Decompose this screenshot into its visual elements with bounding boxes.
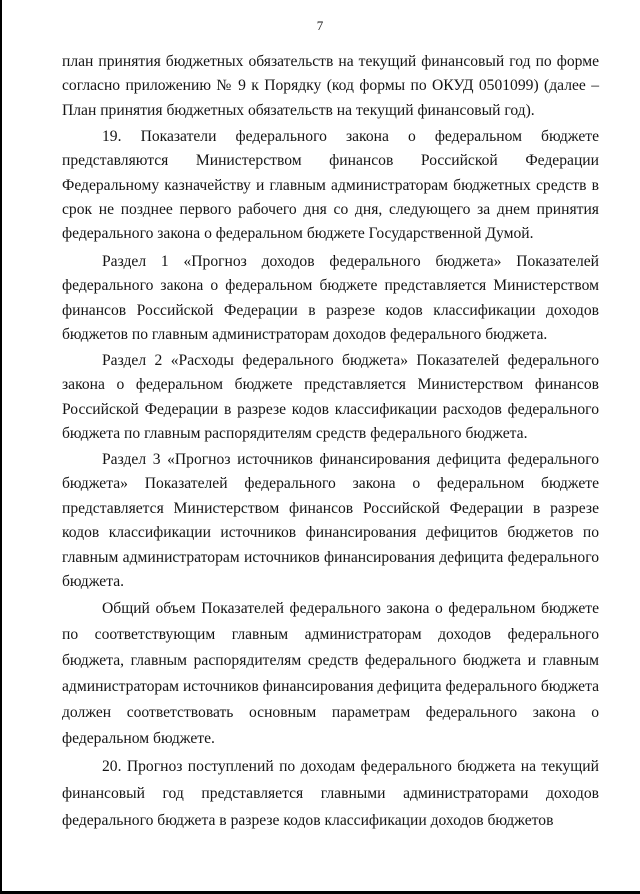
paragraph-section-2: Раздел 2 «Расходы федерального бюджета» Показателей федерального закона о федеральном бюджете представляется Министерством финансов Российской Федерации в разрезе кодов классификации расходов федерального бюджета по главным распорядителям средств федерального бюджета.: [62, 351, 599, 443]
paragraph-item-19: 19. Показатели федерального закона о федеральном бюджете представляются Министерством финансов Российской Федерации Федеральному казначейству и главным администраторам бюджетных средств в срок не позднее первого рабочего дня со дня, следующего за днем принятия федерального закона о федеральном бюджете Государственной Думой.: [62, 127, 599, 243]
paragraph-section-3: Раздел 3 «Прогноз источников финансирования дефицита федерального бюджета» Показателей федерального закона о федеральном бюджете представляется Министерством финансов Российской Федерации в разрезе кодов классификации источников финансирования дефицитов бюджетов по главным администраторам источников финансирования дефицита федерального бюджета.: [62, 451, 599, 591]
paragraph-continuation: план принятия бюджетных обязательств на текущий финансовый год по форме согласно приложению № 9 к Порядку (код формы по ОКУД 0501099) (далее – План принятия бюджетных обязательств на текущий финансовый год).: [62, 53, 599, 119]
paragraph-section-1: Раздел 1 «Прогноз доходов федерального бюджета» Показателей федерального закона о федеральном бюджете представляется Министерством финансов Российской Федерации в разрезе кодов классификации доходов бюджетов по главным администраторам доходов федерального бюджета.: [62, 252, 599, 343]
paragraph-total-volume: Общий объем Показателей федерального закона о федеральном бюджете по соответствующим главным администраторам доходов федерального бюджета, главным распорядителям средств федерального бюджета и главным администраторам источников финансирования дефицита федерального бюджета должен соответствовать основным параметрам федерального закона о федеральном бюджете.: [62, 599, 599, 747]
page-number: 7: [316, 18, 324, 33]
paragraph-item-20: 20. Прогноз поступлений по доходам федерального бюджета на текущий финансовый год представляется главными администраторами доходов федерального бюджета в разрезе кодов классификации доходов бюджетов: [62, 758, 599, 830]
scan-left-edge: [0, 0, 2, 894]
document-body: [62, 50, 599, 836]
